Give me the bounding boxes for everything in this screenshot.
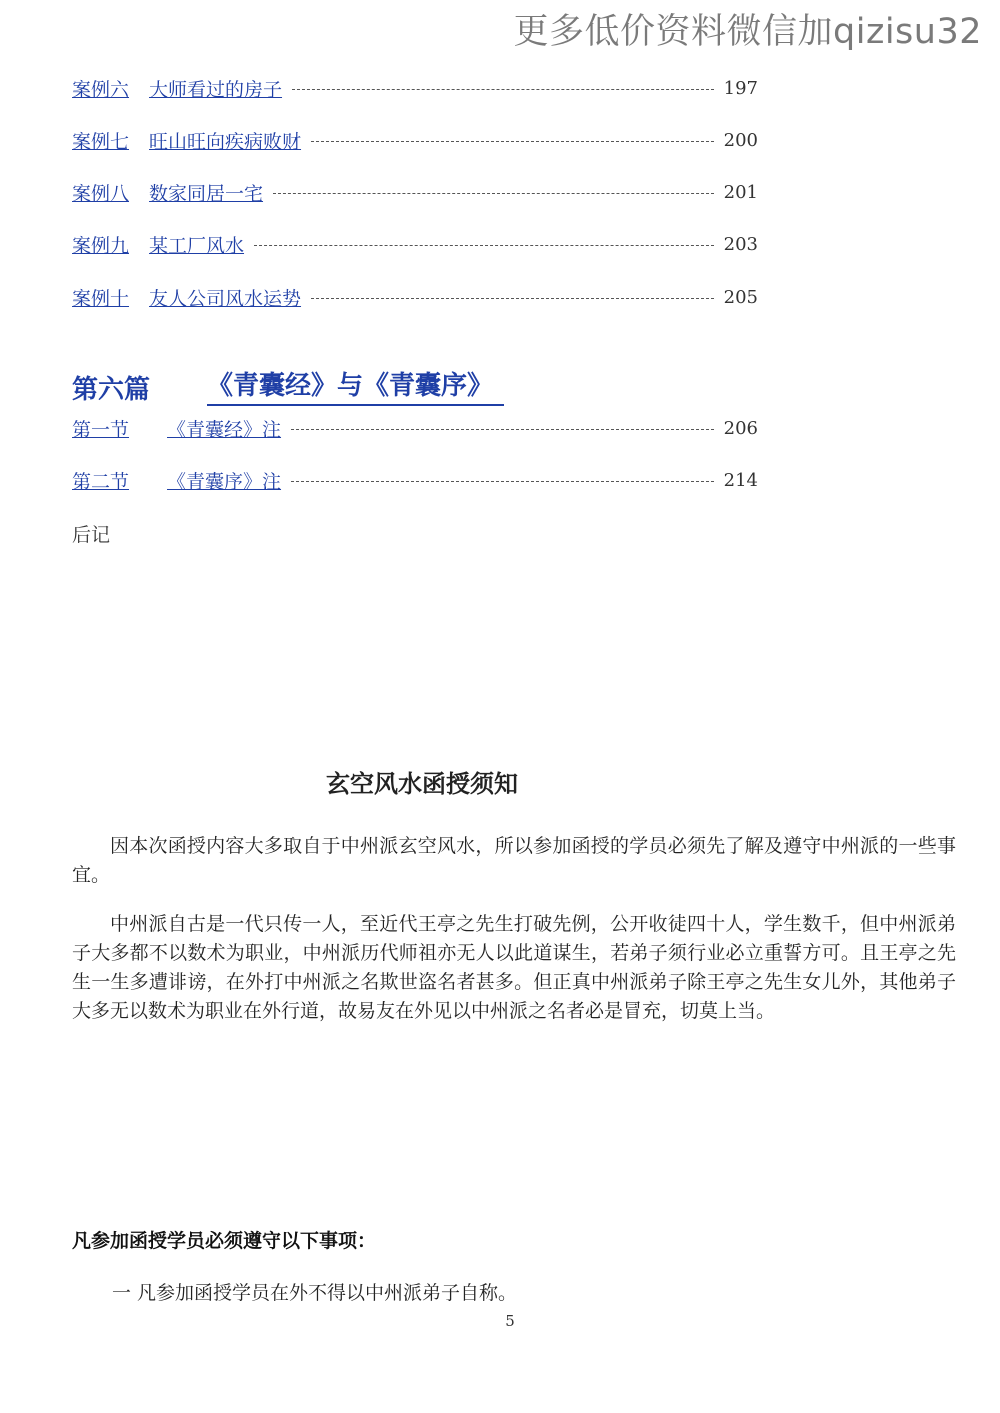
toc-dot-leader [273,193,714,194]
toc-page-number: 201 [723,181,758,203]
toc-section-label[interactable]: 第二节 [72,470,130,493]
toc-row-case-7[interactable] [72,126,758,154]
toc-page-number: 205 [723,286,758,308]
toc-case-title[interactable]: 某工厂风水 [149,234,245,257]
toc-row-case-8[interactable] [72,178,758,206]
toc-case-label[interactable]: 案例八 [72,182,130,205]
toc-row-case-9[interactable] [72,230,758,258]
toc-part-heading[interactable] [72,370,504,406]
notice-paragraph-1: 因本次函授内容大多取自于中州派玄空风水，所以参加函授的学员必须先了解及遵守中州派的一些事宜。 [72,835,956,886]
toc-dot-leader [311,298,714,299]
notice-title: 玄空风水函授须知 [326,770,518,798]
toc-afterword: 后记 [72,524,111,546]
toc-dot-leader [291,481,714,482]
part-label[interactable]: 第六篇 [72,375,151,405]
toc-row-case-6[interactable] [72,74,758,102]
toc-dot-leader [291,429,714,430]
toc-case-label[interactable]: 案例六 [72,78,130,101]
toc-section-title[interactable]: 《青囊序》注 [167,470,282,493]
watermark-text: 更多低价资料微信加qizisu32 [513,12,982,52]
toc-case-title[interactable]: 数家同居一宅 [149,182,264,205]
rules-heading: 凡参加函授学员必须遵守以下事项： [72,1230,377,1252]
toc-page-number: 197 [723,77,758,99]
toc-case-label[interactable]: 案例九 [72,234,130,257]
toc-case-title[interactable]: 大师看过的房子 [149,78,283,101]
rule-item-1: 一 凡参加函授学员在外不得以中州派弟子自称。 [112,1282,518,1304]
toc-page-number: 206 [723,417,758,439]
toc-dot-leader [292,89,714,90]
toc-section-title[interactable]: 《青囊经》注 [167,418,282,441]
toc-case-title[interactable]: 友人公司风水运势 [149,287,302,310]
page-number: 5 [505,1312,515,1330]
toc-page-number: 200 [723,129,758,151]
toc-row-case-10[interactable] [72,283,758,311]
toc-dot-leader [254,245,714,246]
toc-case-label[interactable]: 案例十 [72,287,130,310]
toc-case-title[interactable]: 旺山旺向疾病败财 [149,130,302,153]
toc-page-number: 214 [723,469,758,491]
toc-page-number: 203 [723,233,758,255]
part-title[interactable]: 《青囊经》与《青囊序》 [207,365,504,406]
notice-paragraph-2: 中州派自古是一代只传一人，至近代王亭之先生打破先例，公开收徒四十人，学生数千，但中州派弟子大多都不以数术为职业，中州派历代师祖亦无人以此道谋生，若弟子须行业必立重誓方可。且王亭之先生一生多遭诽谤，在外打中州派之名欺世盗名者甚多。但正真中州派弟子除王亭之先生女儿外，其他弟子大多无以数术为职业在外行道，故易友在外见以中州派之名者必是冒充，切莫上当。 [72,913,956,1022]
toc-dot-leader [311,141,714,142]
toc-row-section-1[interactable] [72,414,758,442]
toc-section-label[interactable]: 第一节 [72,418,130,441]
toc-case-label[interactable]: 案例七 [72,130,130,153]
toc-row-section-2[interactable] [72,466,758,494]
